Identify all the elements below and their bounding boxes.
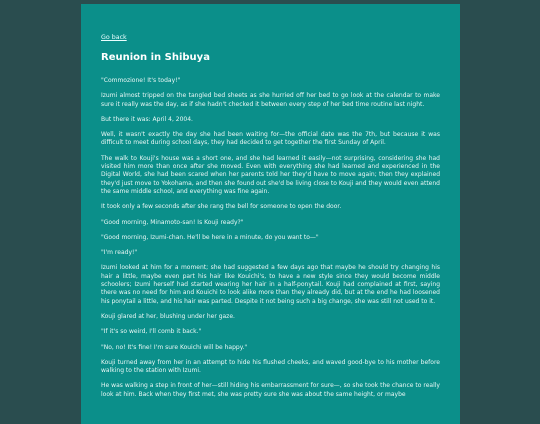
story-paragraph: "No, no! It's fine! I'm sure Kouichi will be happy."	[101, 343, 248, 351]
story-paragraph: "Good morning, Minamoto-san! Is Kouji ready?"	[101, 218, 244, 226]
story-paragraph: Kouji glared at her, blushing under her gaze.	[101, 312, 235, 320]
story-paragraph: "I'm ready!"	[101, 249, 138, 257]
story-paragraph: But there it was: April 4, 2004.	[101, 115, 193, 123]
story-paragraph: Well, it wasn't exactly the day she had been waiting for—the official date was the 7th, but because it was difficult to meet during school days, they had decided to get together the first Sunday of April.	[101, 131, 440, 147]
story-paragraph: Izumi looked at him for a moment; she had suggested a few days ago that maybe he should try changing his hair a little, maybe even part his hair like Kouichi's, to have a new style since they would become middle schoolers; Izumi herself had started wearing her hair in a half-ponytail. Kouji had complained at first, saying there was no need for him and Kouichi to look alike more than they already did, but at the end he had loosened his ponytail a little, and his hair was parted. Despite it not being such a big change, she was still not used to it.	[101, 264, 440, 305]
story-paragraph: "Commozione! It's today!"	[101, 77, 181, 84]
story-paragraph: The walk to Kouji's house was a short one, and she had learned it easily—not surprising, considering she had visited him more than once after she moved. Even with everything she had learned and experienced in the Digital World, she had been scared when her parents told her they'd have to move again; then they explained they'd just move to Yokohama, and then she found out she'd be living close to Kouji and they would even attend the same middle school, and everything was fine again.	[101, 154, 440, 195]
page-title: Reunion in Shibuya	[101, 52, 210, 63]
story-paragraph: It took only a few seconds after she rang the bell for someone to open the door.	[101, 203, 342, 211]
story-paragraph: Kouji turned away from her in an attempt to hide his flushed cheeks, and waved good-bye to his mother before walking to the station with Izumi.	[101, 358, 440, 375]
story-paragraph: Izumi almost tripped on the tangled bed sheets as she hurried off her bed to go look at the calendar to make sure it really was the day, as if she hadn't checked it between every step of her bed time routine last night.	[101, 92, 440, 108]
story-page	[81, 4, 460, 424]
story-paragraph: "If it's so weird, I'll comb it back."	[101, 328, 202, 336]
go-back-link[interactable]: Go back	[101, 34, 127, 41]
story-text	[101, 77, 440, 399]
story-paragraph: He was walking a step in front of her—still hiding his embarrassment for sure—, so she took the chance to really look at him. Back when they first met, she was pretty sure she was about the same height, or maybe	[101, 382, 440, 398]
story-paragraph: "Good morning, Izumi-chan. He'll be here in a minute, do you want to—"	[101, 233, 319, 241]
